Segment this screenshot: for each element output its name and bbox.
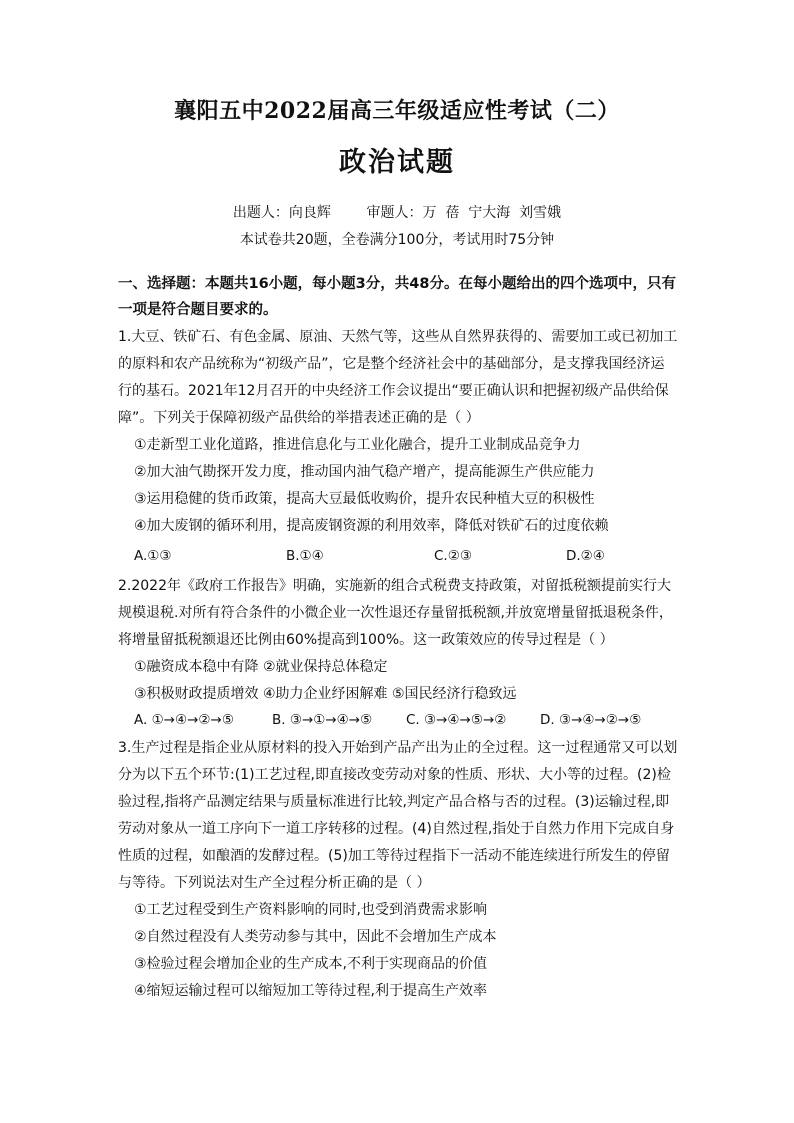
q2-option-c[interactable]: C. ③→④→⑤→②: [406, 712, 507, 728]
q1-stem-line: 障”。下列关于保障初级产品供给的举措表述正确的是（ ）: [118, 410, 480, 426]
exam-info: 本试卷共20题，全卷满分100分，考试用时75分钟: [239, 232, 555, 248]
q2-option-b[interactable]: B. ③→①→④→⑤: [272, 712, 373, 728]
q1-item: ②加大油气勘探开发力度，推动国内油气稳产增产，提高能源生产供应能力: [134, 464, 595, 480]
q1-option-b[interactable]: B.①④: [286, 548, 324, 564]
q3-item: ④缩短运输过程可以缩短加工等待过程,利于提高生产效率: [134, 983, 487, 999]
q1-item: ③运用稳健的货币政策，提高大豆最低收购价，提升农民种植大豆的积极性: [134, 491, 595, 507]
q1-stem-line: 行的基石。2021年12月召开的中央经济工作会议提出“要正确认识和把握初级产品供给保: [118, 383, 669, 399]
q3-stem-line: 性质的过程，如酿酒的发酵过程。(5)加工等待过程指下一活动不能连续进行所发生的停留: [118, 848, 670, 864]
q3-stem-line: 劳动对象从一道工序向下一道工序转移的过程。(4)自然过程,指处于自然力作用下完成自身: [118, 821, 675, 837]
q1-option-d[interactable]: D.②④: [566, 548, 605, 564]
q1-stem-line: 1.大豆、铁矿石、有色金属、原油、天然气等，这些从自然界获得的、需要加工或已初加工: [118, 329, 678, 345]
q2-stem-line: 2.2022年《政府工作报告》明确，实施新的组合式税费支持政策，对留抵税额提前实行大: [118, 578, 671, 594]
q3-stem-line: 与等待。下列说法对生产全过程分析正确的是（ ）: [118, 875, 431, 891]
q2-option-a[interactable]: A. ①→④→②→⑤: [134, 712, 234, 728]
section-heading: 一、选择题：本题共16小题，每小题3分，共48分。在每小题给出的四个选项中，只有: [118, 276, 676, 292]
exam-subtitle: 政治试题: [339, 147, 455, 178]
q3-item: ①工艺过程受到生产资料影响的同时,也受到消费需求影响: [134, 902, 487, 918]
q1-stem-line: 的原料和农产品统称为“初级产品”，它是整个经济社会中的基础部分，是支撑我国经济运: [118, 356, 665, 372]
q1-option-a[interactable]: A.①③: [134, 548, 172, 564]
q1-item: ①走新型工业化道路，推进信息化与工业化融合，提升工业制成品竞争力: [134, 437, 581, 453]
q1-item: ④加大废钢的循环利用，提高废钢资源的利用效率，降低对铁矿石的过度依赖: [134, 518, 609, 534]
q2-stem-line: 规模退税.对所有符合条件的小微企业一次性退还存量留抵税额,并放宽增量留抵退税条件，: [118, 605, 673, 621]
q3-stem-line: 分为以下五个环节:(1)工艺过程,即直接改变劳动对象的性质、形状、大小等的过程。(2)检: [118, 767, 671, 783]
q3-stem-line: 3.生产过程是指企业从原材料的投入开始到产品产出为止的全过程。这一过程通常又可以划: [118, 740, 678, 756]
authors-line: 出题人：向良辉 审题人：万 蓓 宁大海 刘雪娥: [232, 205, 562, 221]
q2-item: ③积极财政提质增效 ④助力企业纾困解难 ⑤国民经济行稳致远: [134, 686, 517, 702]
q3-item: ②自然过程没有人类劳动参与其中，因此不会增加生产成本: [134, 929, 497, 945]
q3-item: ③检验过程会增加企业的生产成本,不利于实现商品的价值: [134, 956, 487, 972]
section-heading-cont: 一项是符合题目要求的。: [118, 302, 278, 318]
exam-title: 襄阳五中2022届高三年级适应性考试（二）: [174, 98, 620, 124]
q1-option-c[interactable]: C.②③: [434, 548, 472, 564]
q2-stem-line: 将增量留抵税额退还比例由60%提高到100%。这一政策效应的传导过程是（ ）: [118, 632, 614, 648]
q2-option-d[interactable]: D. ③→④→②→⑤: [540, 712, 642, 728]
q2-item: ①融资成本稳中有降 ②就业保持总体稳定: [134, 659, 388, 675]
q3-stem-line: 验过程,指将产品测定结果与质量标准进行比较,判定产品合格与否的过程。(3)运输过程,即: [118, 794, 670, 810]
